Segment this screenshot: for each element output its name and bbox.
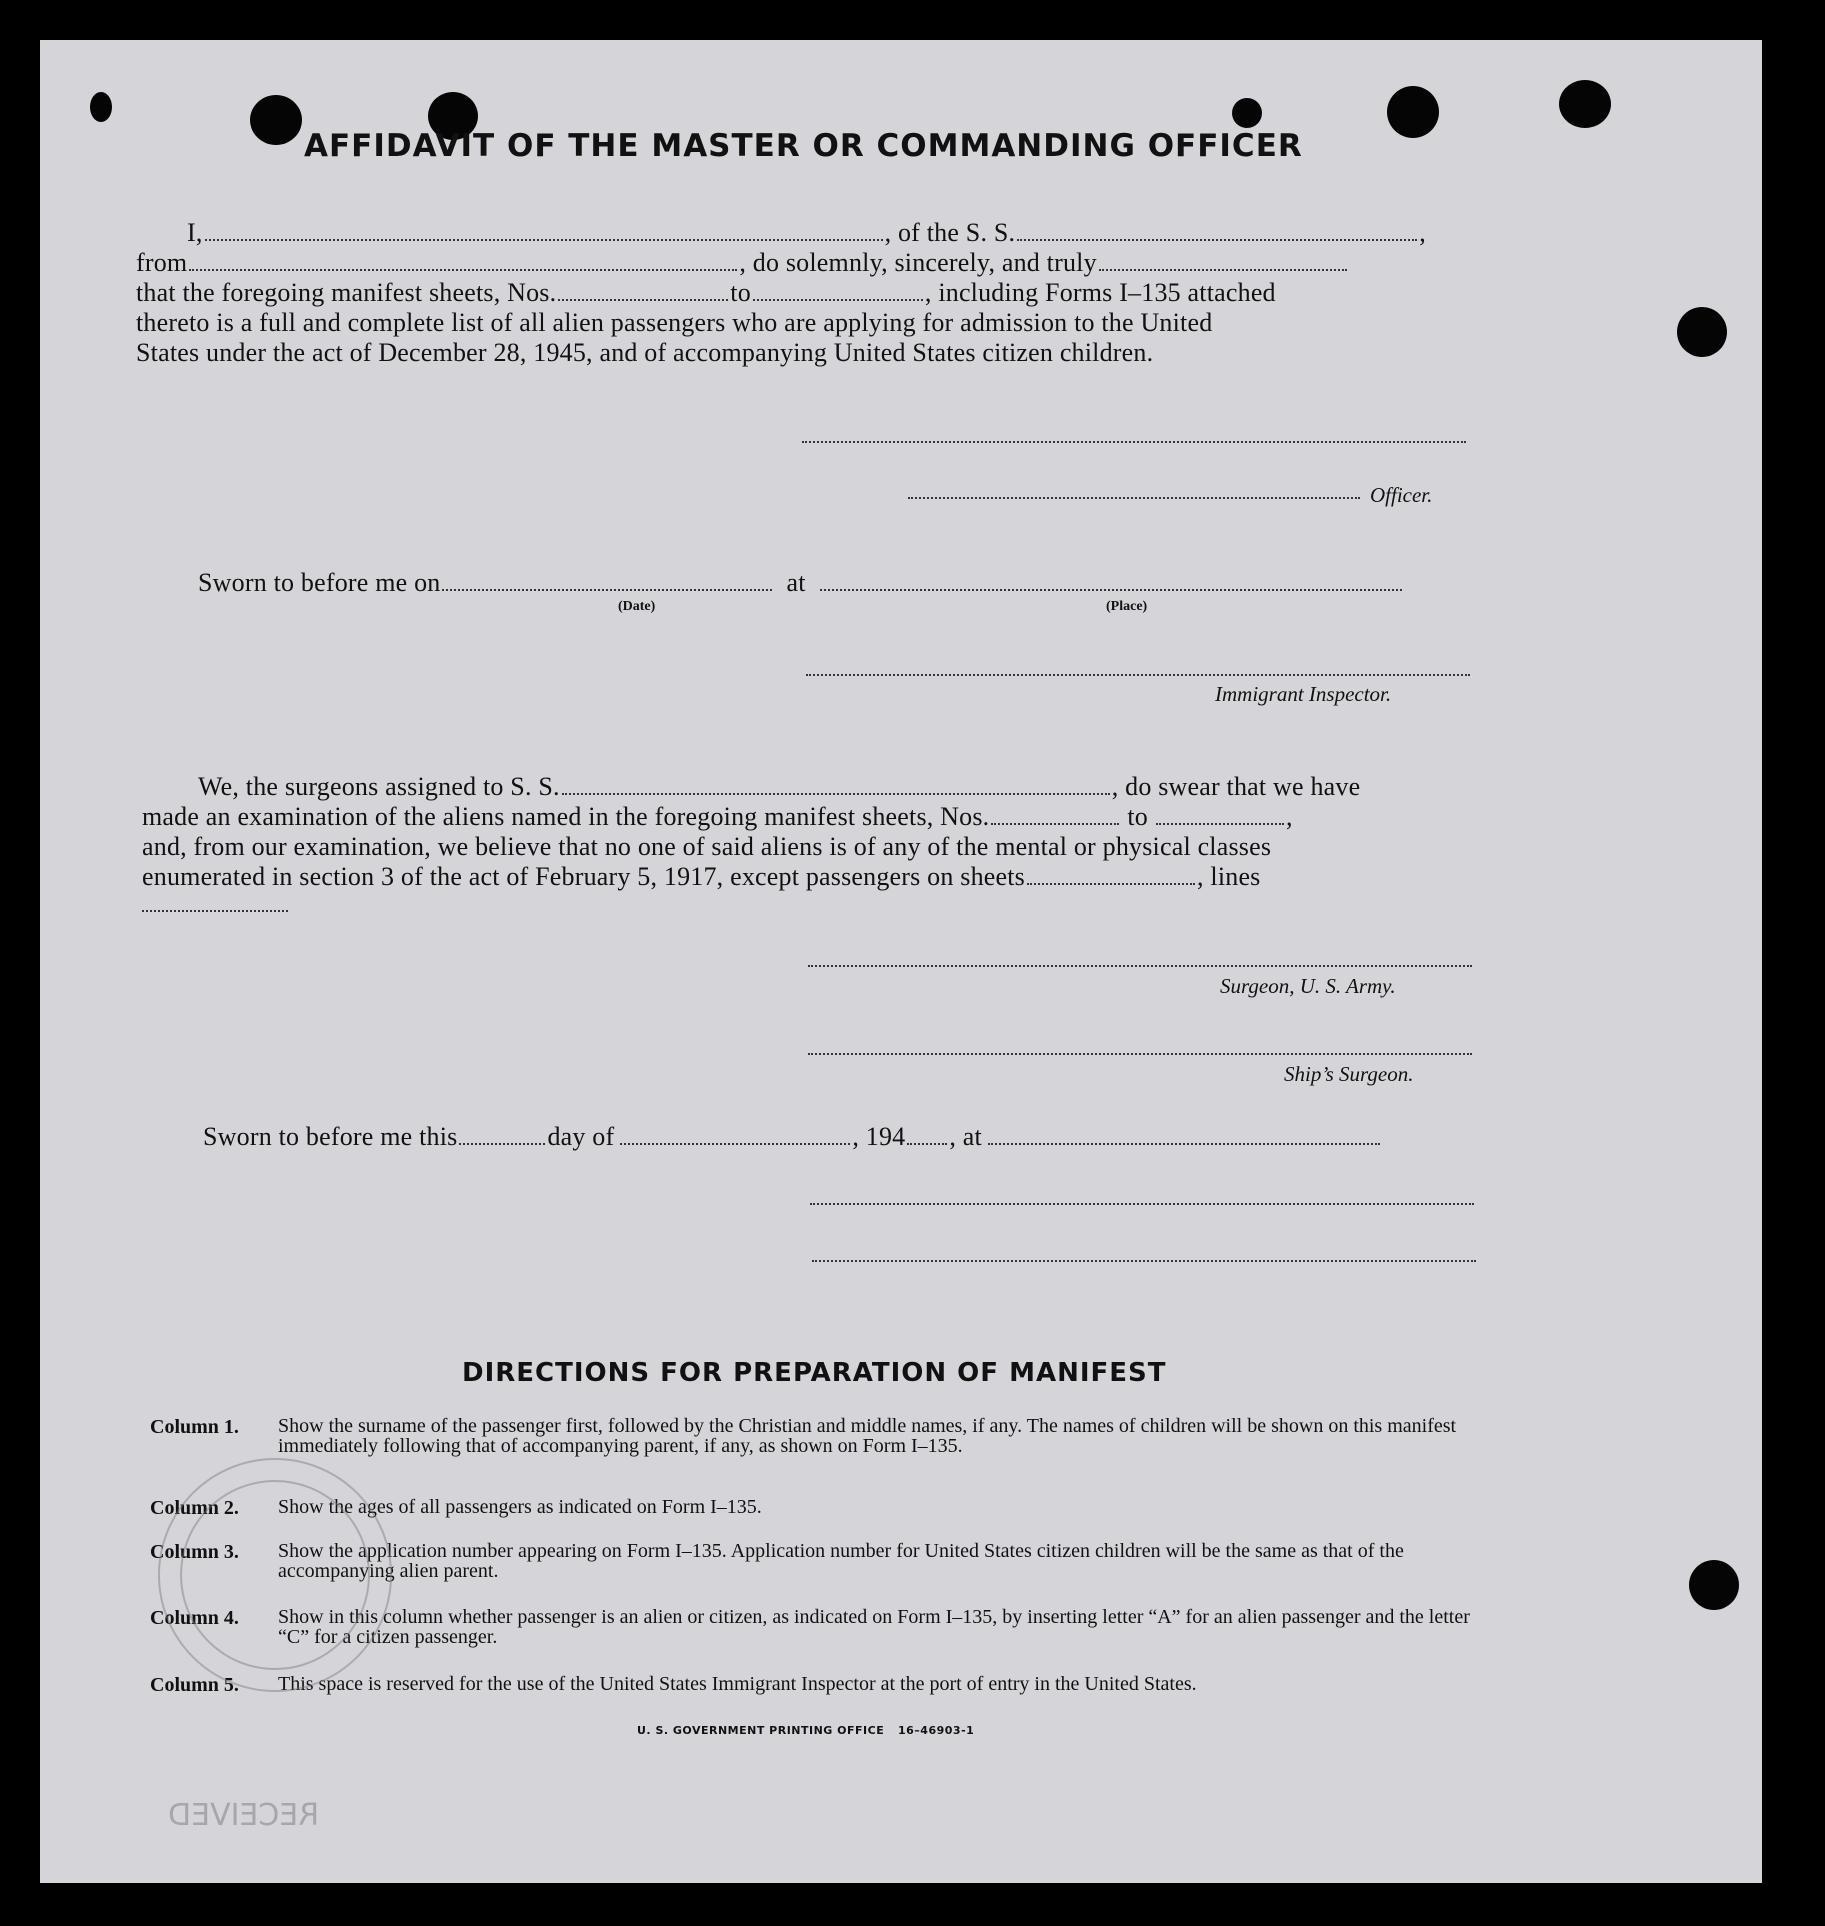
column-label: Column 1.	[150, 1416, 239, 1438]
place-field[interactable]	[820, 589, 1402, 591]
affidavit-text: to	[730, 278, 751, 307]
surgeon-line-3: and, from our examination, we believe that no one of said aliens is of any of the mental or physical classes	[142, 832, 1272, 861]
affidavit-line-2	[136, 248, 1349, 278]
punch-hole	[1677, 307, 1727, 357]
ship-name-field[interactable]	[1017, 239, 1417, 241]
affidavit-line-1	[187, 218, 1426, 248]
surgeon-line-4	[142, 862, 1261, 892]
form-page	[40, 40, 1762, 1883]
port-field[interactable]	[189, 269, 737, 271]
date-field[interactable]	[442, 589, 772, 591]
officer-signature-line[interactable]	[908, 497, 1360, 499]
year-field[interactable]	[907, 1143, 947, 1145]
sheet-to-field[interactable]	[753, 299, 923, 301]
oath-field[interactable]	[1099, 269, 1347, 271]
directions-title: DIRECTIONS FOR PREPARATION OF MANIFEST	[462, 1358, 1167, 1388]
column-label: Column 2.	[150, 1497, 239, 1519]
signature-line[interactable]	[802, 441, 1466, 443]
affidavit-text: that the foregoing manifest sheets, Nos.	[136, 278, 557, 307]
form-code: 16–46903-1	[898, 1724, 975, 1737]
place-caption: (Place)	[1106, 599, 1148, 614]
column-text: This space is reserved for the use of the United States Immigrant Inspector at the port of entry in the United States.	[278, 1673, 1197, 1695]
column-label: Column 5.	[150, 1674, 239, 1696]
ship-surgeon-signature-line[interactable]	[808, 1053, 1472, 1055]
column-text: Show the ages of all passengers as indicated on Form I–135.	[278, 1496, 762, 1518]
surgeon-text: enumerated in section 3 of the act of February 5, 1917, except passengers on sheets	[142, 862, 1025, 891]
signature-line-extra[interactable]	[812, 1260, 1476, 1262]
circular-stamp-inner	[180, 1480, 370, 1670]
affidavit-text: , do solemnly, sincerely, and truly	[739, 248, 1097, 277]
surgeon-ship-field[interactable]	[562, 793, 1110, 795]
sworn2-text: , at	[949, 1122, 982, 1151]
column-label: Column 4.	[150, 1607, 239, 1629]
except-sheets-field[interactable]	[1027, 883, 1195, 885]
affidavit-text: I,	[187, 218, 203, 247]
affidavit-title: AFFIDAVIT OF THE MASTER OR COMMANDING OFFICER	[304, 128, 1303, 164]
surgeon-text: to	[1127, 802, 1148, 831]
sheet-from-field[interactable]	[558, 299, 728, 301]
except-lines-field[interactable]	[142, 910, 288, 912]
punch-hole	[90, 92, 112, 122]
surgeon-line-2	[142, 802, 1293, 832]
punch-hole	[1689, 1560, 1739, 1610]
date-caption: (Date)	[618, 599, 656, 614]
affidavit-text: ,	[1419, 218, 1426, 247]
column-text: Show the surname of the passenger first, followed by the Christian and middle names, if any. The names of children will be shown on this manifest immediately following that of accompanying parent, if any, as shown on Form I–135.	[278, 1415, 1457, 1457]
received-stamp: RECEIVED	[168, 1798, 320, 1833]
sworn2-text: day of	[547, 1122, 615, 1151]
surgeon-text: ,	[1285, 802, 1293, 831]
punch-hole	[1559, 80, 1611, 128]
column-text: Show the application number appearing on Form I–135. Application number for United States citizen children will be the same as that of the accompanying alien parent.	[278, 1540, 1404, 1582]
signature-line-extra[interactable]	[810, 1203, 1474, 1205]
sworn-line-2	[203, 1122, 1382, 1152]
master-name-field[interactable]	[205, 239, 883, 241]
surgeon-sheet-to-field[interactable]	[1156, 823, 1284, 825]
printer-imprint: U. S. GOVERNMENT PRINTING OFFICE	[637, 1724, 885, 1737]
surgeon-line-1	[198, 772, 1360, 802]
surgeon-text: , lines	[1197, 862, 1261, 891]
affidavit-text: from	[136, 248, 188, 277]
officer-label: Officer.	[1370, 483, 1433, 507]
affidavit-line-4: thereto is a full and complete list of all alien passengers who are applying for admission to the United	[136, 308, 1213, 337]
column-label: Column 3.	[150, 1541, 239, 1563]
affidavit-text: , of the S. S.	[884, 218, 1016, 247]
affidavit-line-5: States under the act of December 28, 1945, and of accompanying United States citizen children.	[136, 338, 1154, 367]
sworn-line-1	[198, 568, 1404, 598]
army-surgeon-signature-line[interactable]	[808, 965, 1472, 967]
inspector-label: Immigrant Inspector.	[1215, 682, 1392, 706]
army-surgeon-label: Surgeon, U. S. Army.	[1220, 974, 1396, 998]
day-field[interactable]	[459, 1143, 545, 1145]
surgeon-text: , do swear that we have	[1111, 772, 1361, 801]
ship-surgeon-label: Ship’s Surgeon.	[1284, 1062, 1414, 1086]
inspector-signature-line[interactable]	[806, 674, 1470, 676]
punch-hole	[250, 95, 302, 145]
month-field[interactable]	[620, 1143, 850, 1145]
column-text: Show in this column whether passenger is an alien or citizen, as indicated on Form I–135, by inserting letter “A” for an alien passenger and the letter “C” for a citizen passenger.	[278, 1606, 1470, 1648]
punch-hole	[1232, 98, 1262, 128]
sworn2-text: , 194	[852, 1122, 906, 1151]
affidavit-line-3	[136, 278, 1276, 308]
sworn-text: Sworn to before me on	[198, 568, 441, 597]
surgeon-sheet-from-field[interactable]	[991, 823, 1119, 825]
sworn2-place-field[interactable]	[988, 1143, 1380, 1145]
affidavit-text: , including Forms I–135 attached	[924, 278, 1276, 307]
sworn-at: at	[786, 568, 806, 597]
surgeon-text: made an examination of the aliens named in the foregoing manifest sheets, Nos.	[142, 802, 990, 831]
sworn2-text: Sworn to before me this	[203, 1122, 458, 1151]
punch-hole	[1387, 86, 1439, 138]
surgeon-text: We, the surgeons assigned to S. S.	[198, 772, 560, 801]
